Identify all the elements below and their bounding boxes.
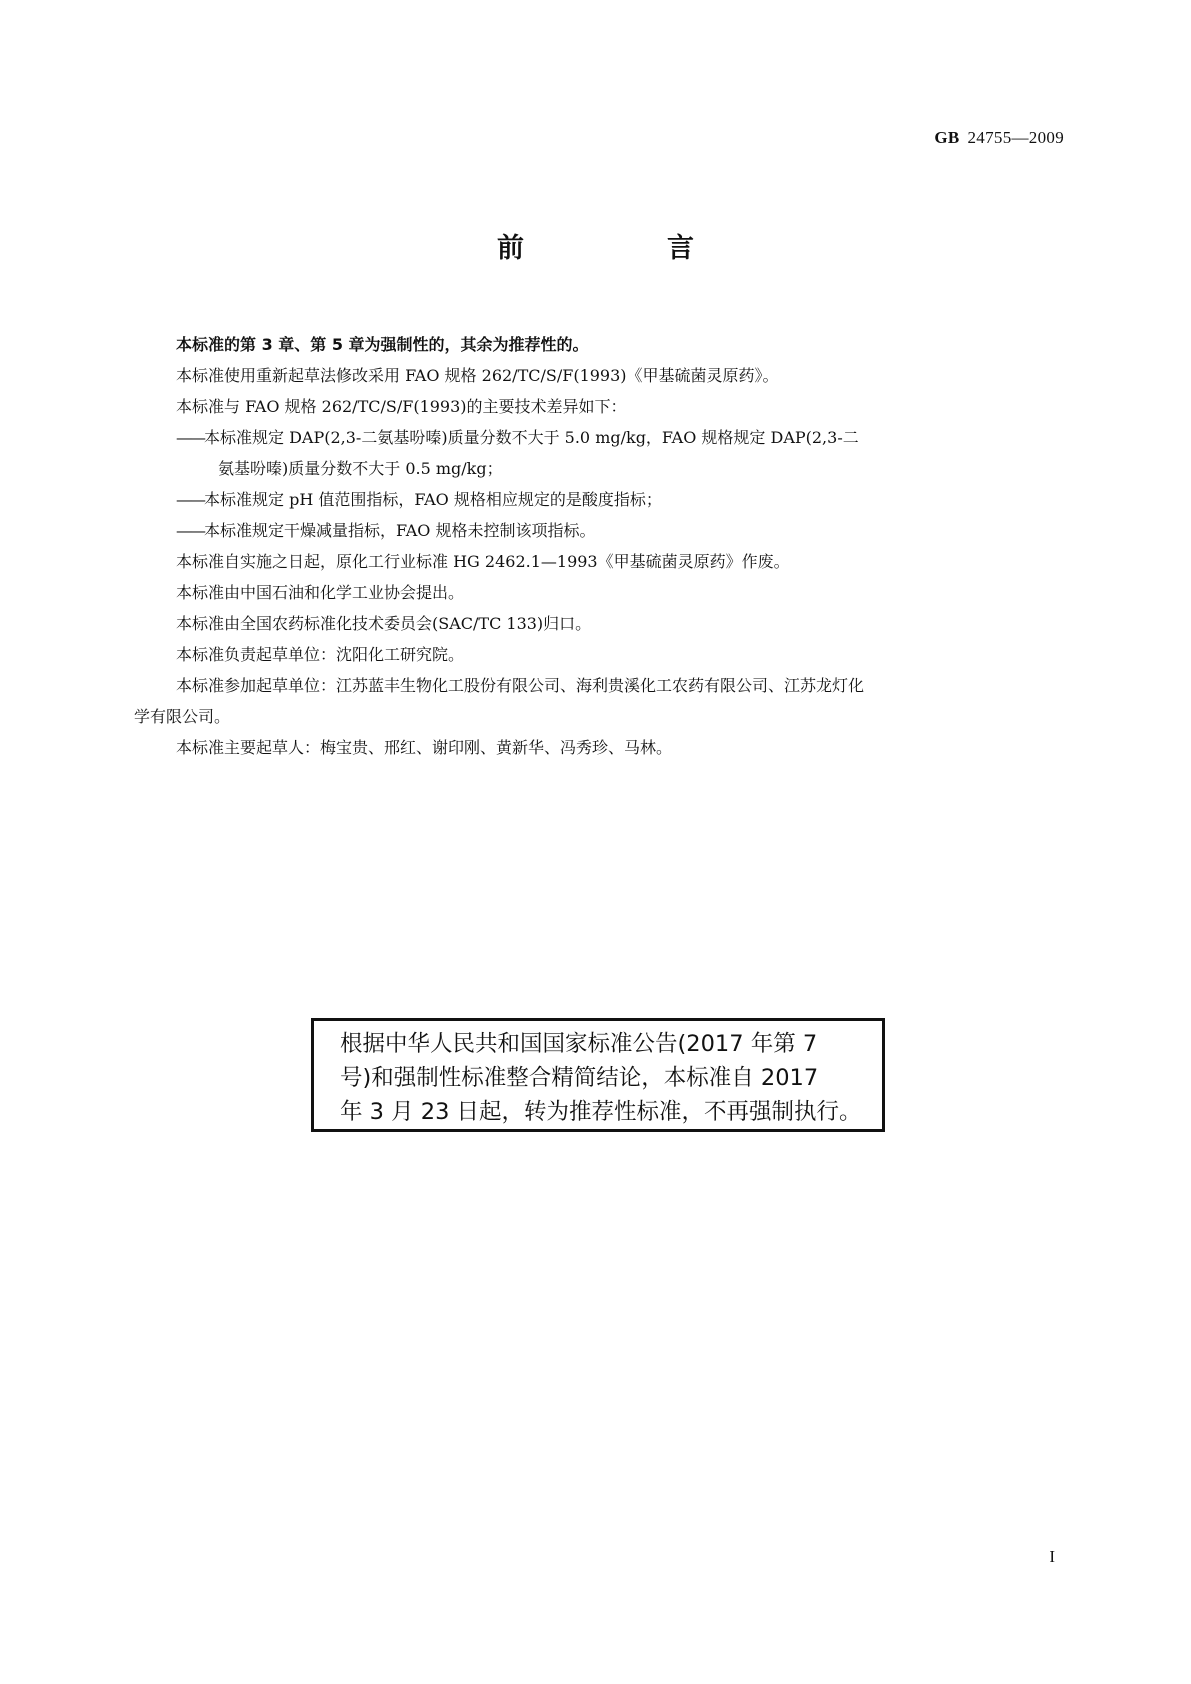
standard-code xyxy=(934,128,1064,148)
status-notice-box xyxy=(311,1018,885,1132)
page-title: 前 言 xyxy=(497,233,752,264)
notice-line1: 根据中华人民共和国国家标准公告(2017 年第 7 xyxy=(340,1031,818,1057)
dash-marker: —— xyxy=(176,490,204,509)
participating-units-line1: 本标准参加起草单位：江苏蓝丰生物化工股份有限公司、海利贵溪化工农药有限公司、江苏龙灯化 xyxy=(176,676,865,695)
difference-item-dap-text: 本标准规定 DAP(2,3-二氨基吩嗪)质量分数不大于 5.0 mg/kg，FAO 规格规定 DAP(2,3-二 xyxy=(204,428,859,447)
participating-units-paragraph xyxy=(134,670,1064,732)
difference-item-drying-loss xyxy=(134,515,1064,546)
difference-item-dap xyxy=(134,422,1064,484)
notice-line3: 年 3 月 23 日起，转为推荐性标准，不再强制执行。 xyxy=(340,1099,862,1125)
notice-line2: 号)和强制性标准整合精简结论，本标准自 2017 xyxy=(340,1065,819,1091)
supersedes-paragraph: 本标准自实施之日起，原化工行业标准 HG 2462.1—1993《甲基硫菌灵原药》作废。 xyxy=(176,552,790,571)
differences-intro-paragraph: 本标准与 FAO 规格 262/TC/S/F(1993)的主要技术差异如下： xyxy=(176,397,627,416)
adoption-paragraph: 本标准使用重新起草法修改采用 FAO 规格 262/TC/S/F(1993)《甲基硫菌灵原药》。 xyxy=(176,366,779,385)
proposed-by-paragraph: 本标准由中国石油和化学工业协会提出。 xyxy=(176,583,465,602)
centralized-by-paragraph: 本标准由全国农药标准化技术委员会(SAC/TC 133)归口。 xyxy=(176,614,592,633)
standard-prefix: GB xyxy=(934,128,960,147)
standard-number: 24755—2009 xyxy=(967,128,1064,147)
difference-item-dap-continuation: 氨基吩嗪)质量分数不大于 0.5 mg/kg； xyxy=(218,459,503,478)
dash-marker: —— xyxy=(176,521,204,540)
difference-item-ph xyxy=(134,484,1064,515)
drafters-paragraph: 本标准主要起草人：梅宝贵、邢红、谢印刚、黄新华、冯秀珍、马林。 xyxy=(176,738,673,757)
difference-item-ph-text: 本标准规定 pH 值范围指标，FAO 规格相应规定的是酸度指标； xyxy=(204,490,662,509)
foreword-body xyxy=(134,329,1064,763)
mandatory-clause-paragraph: 本标准的第 3 章、第 5 章为强制性的，其余为推荐性的。 xyxy=(176,335,589,354)
participating-units-line2: 学有限公司。 xyxy=(134,707,231,726)
difference-item-drying-loss-text: 本标准规定干燥减量指标，FAO 规格未控制该项指标。 xyxy=(204,521,596,540)
dash-marker: —— xyxy=(176,428,204,447)
page-number: I xyxy=(1049,1547,1055,1566)
drafting-unit-paragraph: 本标准负责起草单位：沈阳化工研究院。 xyxy=(176,645,465,664)
